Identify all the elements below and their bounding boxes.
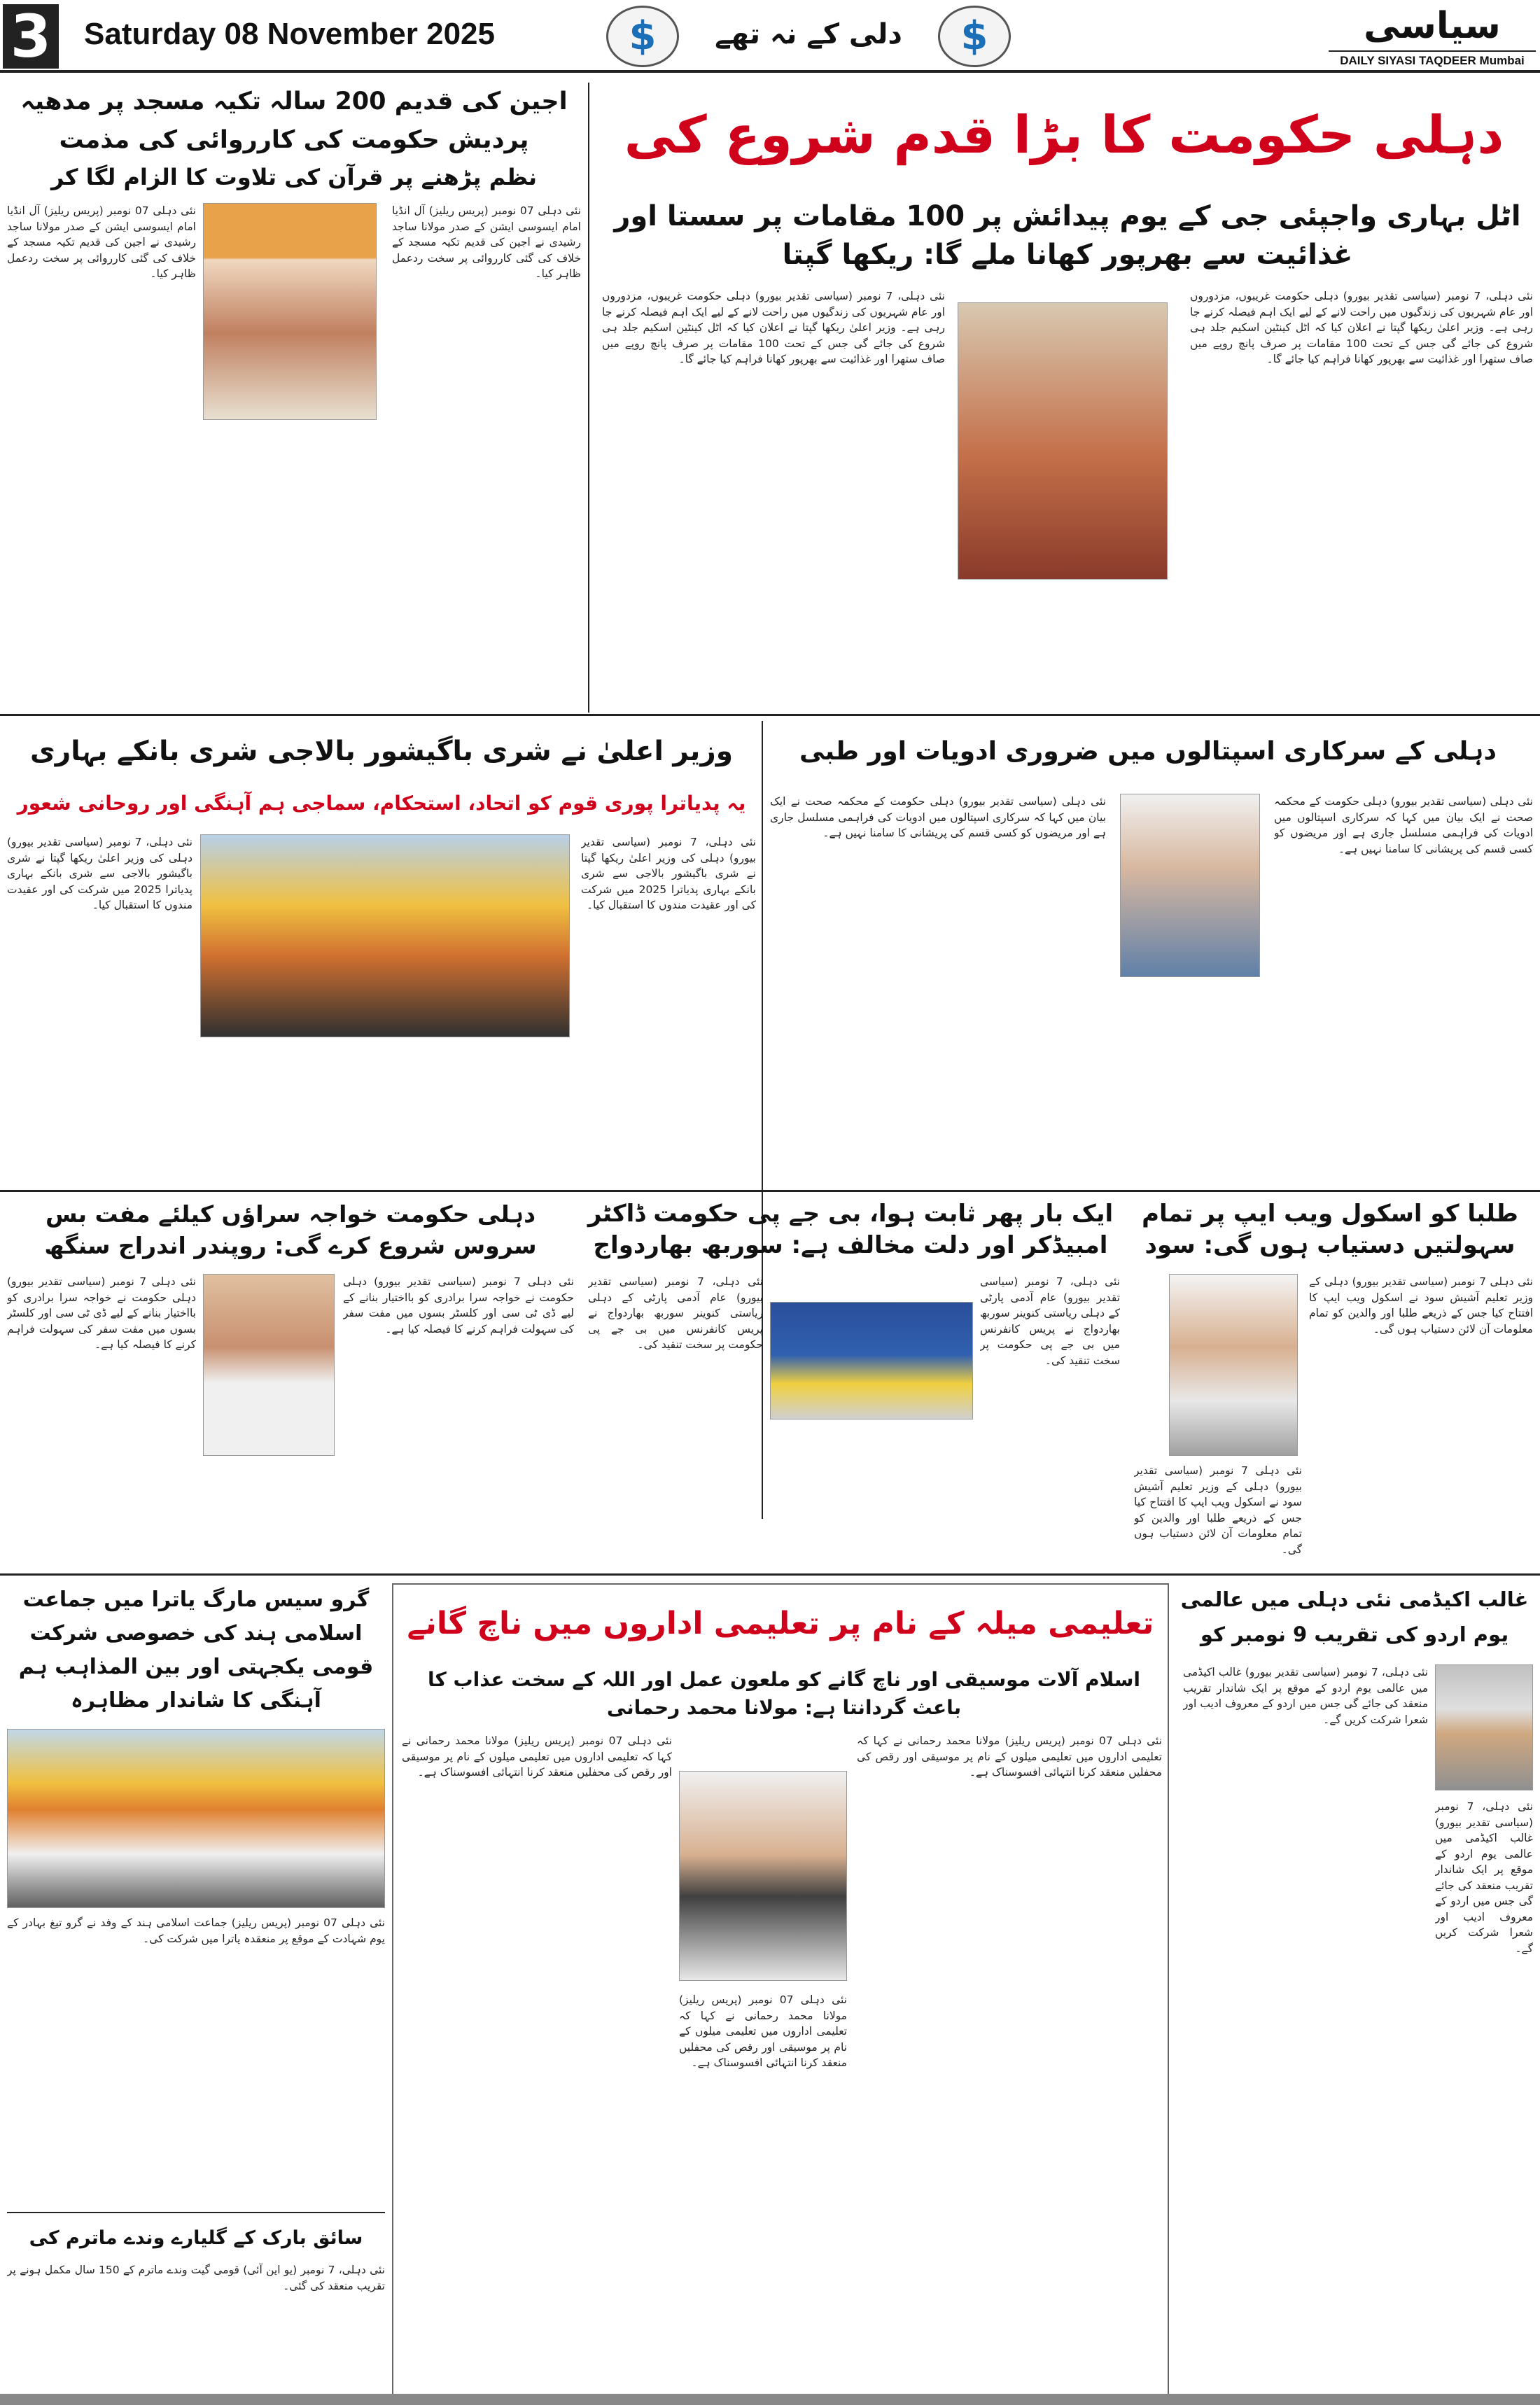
education-subheadline: اسلام آلات موسیقی اور ناچ گانے کو ملعون عمل اور اللہ کے سخت عذاب کا باعث گردانتا ہے: مولانا محمد رحمانی	[427, 1668, 1141, 1719]
ujjain-story-body: نئی دہلی 07 نومبر (پریس ریلیز) آل انڈیا امام ایسوسی ایشن کے صدر مولانا ساجد رشیدی نے اجین کی قدیم تکیہ مسجد کے خلاف کی گئی کارروائی پر سخت ردعمل ظاہر کیا۔	[392, 204, 581, 280]
story-divider	[7, 2212, 385, 2213]
maulana-photo	[679, 1771, 847, 1981]
minister-sood-photo	[1169, 1274, 1298, 1456]
education-story-body: نئی دہلی 07 نومبر (پریس ریلیز) مولانا محمد رحمانی نے کہا کہ تعلیمی اداروں میں تعلیمی میلوں کے نام پر موسیقی اور رقص کی محفلیں منعقد کرنا انتہائی افسوسناک ہے۔	[857, 1734, 1162, 1779]
masthead-english-title: DAILY SIYASI TAQDEER Mumbai	[1329, 50, 1536, 69]
padyatra-story-body-continued: نئی دہلی، 7 نومبر (سیاسی تقدیر بیورو) دہلی کی وزیر اعلیٰ ریکھا گپتا نے شری باگیشور بالاجی سے شری بانکے بہاری پدیاترا 2025 میں شرکت کی اور عقیدت مندوں کا استقبال کیا۔	[7, 836, 192, 911]
issue-date: Saturday 08 November 2025	[84, 17, 495, 51]
masthead-urdu-title: سیاسی	[1364, 5, 1501, 47]
education-story-body-continued: نئی دہلی 07 نومبر (پریس ریلیز) مولانا محمد رحمانی نے کہا کہ تعلیمی اداروں میں تعلیمی میلوں کے نام پر موسیقی اور رقص کی محفلیں منعقد کرنا انتہائی افسوسناک ہے۔	[402, 1734, 672, 1779]
bus-service-story-body-continued: نئی دہلی 7 نومبر (سیاسی تقدیر بیورو) دہلی حکومت نے خواجہ سرا برادری کو بااختیار بنانے کے لیے ڈی ٹی سی اور کلسٹر بسوں میں مفت سفر کی سہولت فراہم کرنے کا فیصلہ کیا ہے۔	[7, 1275, 196, 1351]
march-headline: گرو سیس مارگ یاترا میں جماعت اسلامی ہند کی خصوصی شرکت قومی یکجہتی اور بین المذاہب ہم آہنگی کا شاندار مظاہرہ	[18, 1587, 374, 1713]
education-story-body-middle: نئی دہلی 07 نومبر (پریس ریلیز) مولانا محمد رحمانی نے کہا کہ تعلیمی اداروں میں تعلیمی میلوں کے نام پر موسیقی اور رقص کی محفلیں منعقد کرنا انتہائی افسوسناک ہے۔	[679, 1993, 847, 2069]
education-headline: تعلیمی میلہ کے نام پر تعلیمی اداروں میں ناچ گانے	[407, 1606, 1154, 1641]
vande-mataram-headline: سائق بارک کے گلیارے وندے ماترم کی	[29, 2227, 363, 2249]
hospitals-headline: دہلی کے سرکاری اسپتالوں میں ضروری ادویات اور طبی	[799, 737, 1497, 766]
main-headline: دہلی حکومت کا بڑا قدم شروع کی	[624, 105, 1504, 165]
padyatra-headline: وزیر اعلیٰ نے شری باگیشور بالاجی شری بانکے بہاری	[30, 736, 733, 767]
page-number: 3	[3, 4, 59, 69]
doctor-photo	[1120, 794, 1260, 977]
main-subheadline: اٹل بہاری واجپئی جی کے یوم پیدائش پر 100 مقامات پر سستا اور غذائیت سے بھرپور کھانا ملے گا: ریکھا گپتا	[614, 200, 1521, 271]
poet-photo	[1435, 1664, 1533, 1790]
hospitals-story-body: نئی دہلی (سیاسی تقدیر بیورو) دہلی حکومت کے محکمہ صحت نے ایک بیان میں کہا کہ سرکاری اسپتالوں میں ادویات کی فراہمی مسلسل جاری ہے اور مریضوں کو کسی قسم کی پریشانی کا سامنا نہیں ہے۔	[1274, 795, 1533, 855]
bus-service-headline: دہلی حکومت خواجہ سراؤں کیلئے مفت بس سروس شروع کرے گی: روپندر اندراج سنگھ	[44, 1200, 537, 1259]
dollar-logo-icon: $	[606, 6, 679, 67]
ujjain-subheadline: نظم پڑھنے پر قرآن کی تلاوت کا الزام لگا کر	[51, 164, 537, 190]
ujjain-story-body-continued: نئی دہلی 07 نومبر (پریس ریلیز) آل انڈیا امام ایسوسی ایشن کے صدر مولانا ساجد رشیدی نے اجین کی قدیم تکیہ مسجد کے خلاف کی گئی کارروائی پر سخت ردعمل ظاہر کیا۔	[7, 204, 196, 280]
padyatra-photo	[200, 834, 570, 1037]
section-divider	[0, 1573, 1540, 1576]
column-divider	[588, 83, 589, 713]
dollar-logo-icon: $	[938, 6, 1011, 67]
imam-photo	[203, 203, 377, 420]
ghalib-story-body-continued: نئی دہلی، 7 نومبر (سیاسی تقدیر بیورو) غالب اکیڈمی میں عالمی یوم اردو کے موقع پر ایک شاندار تقریب منعقد کی جائے گی جس میں اردو کے معروف ادیب اور شعرا شرکت کریں گے۔	[1435, 1800, 1533, 1955]
school-app-story-body-continued: نئی دہلی 7 نومبر (سیاسی تقدیر بیورو) دہلی کے وزیر تعلیم آشیش سود نے اسکول ویب ایپ کا افتتاح کیا جس کے ذریعے طلبا اور والدین کو تمام معلومات آن لائن دستیاب ہوں گی۔	[1134, 1464, 1302, 1556]
march-story-body: نئی دہلی 07 نومبر (پریس ریلیز) جماعت اسلامی ہند کے وفد نے گرو تیغ بہادر کے یوم شہادت کے موقع پر منعقدہ یاترا میں شرکت کی۔	[7, 1916, 385, 1945]
page-footer-bar	[0, 2394, 1540, 2405]
school-app-story-body: نئی دہلی 7 نومبر (سیاسی تقدیر بیورو) دہلی کے وزیر تعلیم آشیش سود نے اسکول ویب ایپ کا افتتاح کیا جس کے ذریعے طلبا اور والدین کو تمام معلومات آن لائن دستیاب ہوں گی۔	[1309, 1275, 1533, 1335]
bjp-story-body-continued: نئی دہلی، 7 نومبر (سیاسی تقدیر بیورو) عام آدمی پارٹی کے دہلی ریاستی کنوینر سوربھ بھاردواج نے پریس کانفرنس میں بی جے پی حکومت پر سخت تنقید کی۔	[588, 1275, 763, 1351]
hospitals-story-body-continued: نئی دہلی (سیاسی تقدیر بیورو) دہلی حکومت کے محکمہ صحت نے ایک بیان میں کہا کہ سرکاری اسپتالوں میں ادویات کی فراہمی مسلسل جاری ہے اور مریضوں کو کسی قسم کی پریشانی کا سامنا نہیں ہے۔	[770, 795, 1106, 839]
main-story-body-continued: نئی دہلی، 7 نومبر (سیاسی تقدیر بیورو) دہلی حکومت غریبوں، مزدوروں اور عام شہریوں کی زندگیوں میں راحت لانے کے لیے ایک اہم فیصلہ کرنے جا رہی ہے۔ وزیر اعلیٰ ریکھا گپتا نے اعلان کیا کہ اٹل کینٹین اسکیم جلد ہی شروع کی جائے گی جس کے تحت 100 مقامات پر صرف پانچ روپے میں صاف ستھرا اور غذائیت سے بھرپور کھانا فراہم کیا جائے گا۔	[602, 290, 945, 365]
ghalib-story-body: نئی دہلی، 7 نومبر (سیاسی تقدیر بیورو) غالب اکیڈمی میں عالمی یوم اردو کے موقع پر ایک شاندار تقریب منعقد کی جائے گی جس میں اردو کے معروف ادیب اور شعرا شرکت کریں گے۔	[1183, 1666, 1428, 1726]
column-tagline: دلی کے نہ تھے	[715, 18, 902, 50]
bjp-headline: ایک بار پھر ثابت ہوا، بی جے پی حکومت ڈاکٹر امبیڈکر اور دلت مخالف ہے: سوربھ بھاردواج	[587, 1200, 1114, 1259]
section-divider	[0, 714, 1540, 716]
ghalib-headline: غالب اکیڈمی نئی دہلی میں عالمی یوم اردو کی تقریب 9 نومبر کو	[1180, 1587, 1529, 1646]
march-group-photo	[7, 1729, 385, 1908]
padyatra-subheadline: یہ پدیاترا پوری قوم کو اتحاد، استحکام، سماجی ہم آہنگی اور روحانی شعور	[17, 792, 746, 815]
main-story-body: نئی دہلی، 7 نومبر (سیاسی تقدیر بیورو) دہلی حکومت غریبوں، مزدوروں اور عام شہریوں کی زندگیوں میں راحت لانے کے لیے ایک اہم فیصلہ کرنے جا رہی ہے۔ وزیر اعلیٰ ریکھا گپتا نے اعلان کیا کہ اٹل کینٹین اسکیم جلد ہی شروع کی جائے گی جس کے تحت 100 مقامات پر صرف پانچ روپے میں صاف ستھرا اور غذائیت سے بھرپور کھانا فراہم کیا جائے گا۔	[1190, 290, 1533, 365]
vande-mataram-story-body: نئی دہلی، 7 نومبر (یو این آئی) قومی گیت وندے ماترم کے 150 سال مکمل ہونے پر تقریب منعقد کی گئی۔	[7, 2264, 385, 2292]
chief-minister-photo	[958, 302, 1168, 580]
newspaper-masthead	[1329, 3, 1536, 70]
official-photo	[203, 1274, 335, 1456]
press-conference-photo	[770, 1302, 973, 1419]
masthead-bar	[0, 0, 1540, 73]
ujjain-headline: اجین کی قدیم 200 سالہ تکیہ مسجد پر مدھیہ پردیش حکومت کی کارروائی کی مذمت	[20, 87, 568, 154]
bus-service-story-body: نئی دہلی 7 نومبر (سیاسی تقدیر بیورو) دہلی حکومت نے خواجہ سرا برادری کو بااختیار بنانے کے لیے ڈی ٹی سی اور کلسٹر بسوں میں مفت سفر کی سہولت فراہم کرنے کا فیصلہ کیا ہے۔	[343, 1275, 574, 1335]
section-divider	[0, 1190, 1540, 1192]
bjp-story-body: نئی دہلی، 7 نومبر (سیاسی تقدیر بیورو) عام آدمی پارٹی کے دہلی ریاستی کنوینر سوربھ بھاردواج نے پریس کانفرنس میں بی جے پی حکومت پر سخت تنقید کی۔	[980, 1275, 1120, 1367]
school-app-headline: طلبا کو اسکول ویب ایپ پر تمام سہولتیں دستیاب ہوں گی: سود	[1142, 1200, 1518, 1259]
padyatra-story-body: نئی دہلی، 7 نومبر (سیاسی تقدیر بیورو) دہلی کی وزیر اعلیٰ ریکھا گپتا نے شری باگیشور بالاجی سے شری بانکے بہاری پدیاترا 2025 میں شرکت کی اور عقیدت مندوں کا استقبال کیا۔	[581, 836, 756, 911]
